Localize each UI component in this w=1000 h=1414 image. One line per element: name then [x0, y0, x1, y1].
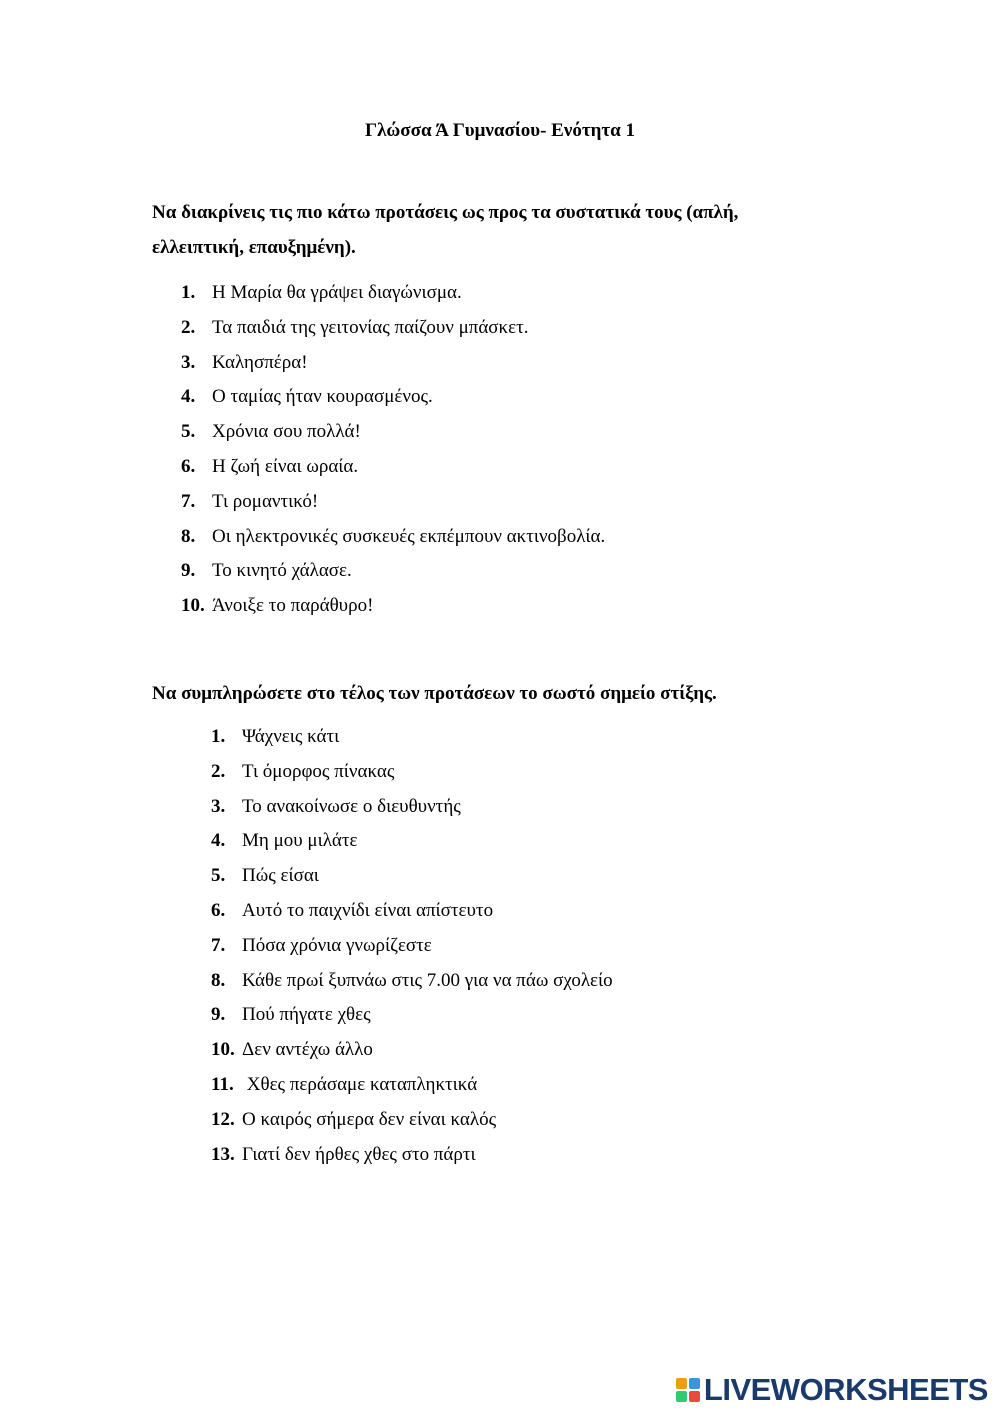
list-item: [181, 520, 605, 555]
item-number: 7.: [181, 490, 196, 512]
item-number: 9.: [181, 560, 196, 582]
item-text: Τι όμορφος πίνακας: [242, 760, 395, 782]
item-number: 1.: [181, 282, 196, 303]
list-item: [211, 720, 613, 755]
page-title: Γλώσσα Ά Γυμνασίου- Ενότητα 1: [364, 120, 635, 141]
item-number: 13.: [211, 1143, 235, 1165]
list-item: [211, 790, 613, 825]
item-text: Η ζωή είναι ωραία.: [212, 455, 359, 477]
item-number: 2.: [211, 760, 226, 782]
item-text: Καλησπέρα!: [212, 351, 308, 373]
logo-square-icon: [689, 1378, 700, 1389]
item-text: Τα παιδιά της γειτονίας παίζουν μπάσκετ.: [212, 316, 529, 338]
list-item: [181, 276, 605, 311]
list-item: [181, 346, 605, 381]
list-item: [211, 929, 613, 964]
list-item: [211, 859, 613, 894]
liveworksheets-logo: [676, 1372, 988, 1408]
item-number: 5.: [181, 421, 196, 443]
list-item: [211, 894, 613, 929]
item-number: 3.: [211, 795, 226, 817]
item-text: Γιατί δεν ήρθες χθες στο πάρτι: [242, 1143, 476, 1165]
item-text: Πού πήγατε χθες: [242, 1004, 371, 1026]
logo-text: LIVEWORKSHEETS: [703, 1372, 988, 1407]
item-number: 8.: [181, 525, 196, 547]
item-text: Τι ρομαντικό!: [212, 490, 319, 512]
list-item: [211, 824, 613, 859]
list-item: [211, 1103, 613, 1138]
section2-instruction: Να συμπληρώσετε στο τέλος των προτάσεων το σωστό σημείο στίξης.: [152, 683, 717, 704]
item-text: Χθες περάσαμε καταπληκτικά: [242, 1073, 478, 1095]
list-item: [211, 998, 613, 1033]
item-number: 9.: [211, 1004, 226, 1026]
section1-list: [181, 276, 605, 624]
item-text: Χρόνια σου πολλά!: [212, 421, 361, 443]
logo-square-icon: [676, 1378, 687, 1389]
list-item: [211, 755, 613, 790]
item-text: Ο καιρός σήμερα δεν είναι καλός: [242, 1108, 497, 1130]
list-item: [181, 554, 605, 589]
item-text: Το ανακοίνωσε ο διευθυντής: [242, 795, 461, 817]
item-number: 5.: [211, 865, 226, 887]
item-text: Η Μαρία θα γράψει διαγώνισμα.: [212, 282, 462, 303]
item-number: 2.: [181, 316, 196, 338]
list-item: [211, 1068, 613, 1103]
item-text: Δεν αντέχω άλλο: [242, 1039, 373, 1061]
item-text: Το κινητό χάλασε.: [212, 560, 352, 582]
list-item: [181, 311, 605, 346]
item-number: 10.: [181, 595, 205, 617]
item-text: Πόσα χρόνια γνωρίζεστε: [242, 934, 432, 956]
item-text: Άνοιξε το παράθυρο!: [212, 595, 374, 617]
item-number: 6.: [181, 455, 196, 477]
list-item: [181, 380, 605, 415]
item-number: 4.: [181, 386, 196, 408]
logo-square-icon: [689, 1391, 700, 1402]
list-item: [181, 589, 605, 624]
list-item: [181, 485, 605, 520]
list-item: [211, 1033, 613, 1068]
item-text: Οι ηλεκτρονικές συσκευές εκπέμπουν ακτινοβολία.: [212, 525, 606, 547]
item-number: 1.: [211, 726, 226, 747]
section2-list: [211, 720, 613, 1172]
item-number: 8.: [211, 969, 226, 991]
list-item: [211, 964, 613, 999]
item-number: 11.: [211, 1073, 234, 1095]
item-text: Αυτό το παιχνίδι είναι απίστευτο: [242, 899, 494, 921]
item-number: 12.: [211, 1108, 235, 1130]
item-number: 4.: [211, 830, 226, 852]
logo-square-icon: [676, 1391, 687, 1402]
item-text: Μη μου μιλάτε: [242, 830, 358, 852]
item-number: 6.: [211, 899, 226, 921]
item-number: 10.: [211, 1039, 235, 1061]
item-number: 7.: [211, 934, 226, 956]
list-item: [181, 450, 605, 485]
item-text: Πώς είσαι: [242, 865, 319, 887]
item-number: 3.: [181, 351, 196, 373]
item-text: Κάθε πρωί ξυπνάω στις 7.00 για να πάω σχολείο: [242, 969, 613, 991]
list-item: [181, 415, 605, 450]
item-text: Ψάχνεις κάτι: [242, 726, 340, 747]
item-text: Ο ταμίας ήταν κουρασμένος.: [212, 386, 433, 408]
list-item: [211, 1138, 613, 1173]
section1-instruction: Να διακρίνεις τις πιο κάτω προτάσεις ως προς τα συστατικά τους (απλή, ελλειπτική, επαυξημένη).: [152, 202, 739, 258]
logo-mark-icon: [676, 1378, 700, 1402]
